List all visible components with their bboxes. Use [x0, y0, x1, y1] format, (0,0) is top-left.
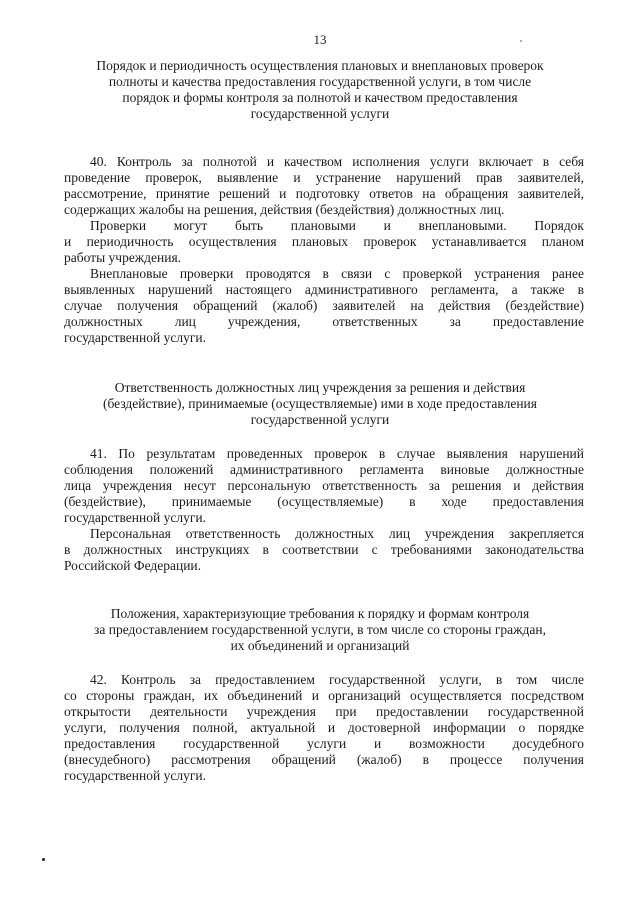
paragraph-line: и периодичность осуществления плановых проверок устанавливается планом — [64, 234, 584, 249]
paragraph-line: государственной услуги. — [64, 510, 206, 525]
section-heading-line: государственной услуги — [250, 412, 390, 427]
paragraph-line: предоставления государственной услуги и возможности досудебного — [64, 736, 584, 751]
section-heading-line: (бездействие), принимаемые (осуществляемые) ими в ходе предоставления — [102, 396, 537, 411]
section-heading-line: Порядок и периодичность осуществления плановых и внеплановых проверок — [96, 58, 544, 73]
scan-speck — [42, 858, 45, 861]
paragraph-line: Персональная ответственность должностных лиц учреждения закрепляется — [90, 526, 584, 541]
paragraph-line: лица учреждения несут персональную ответственность за решения и действия — [64, 478, 584, 493]
paragraph-line: в должностных инструкциях в соответствии с требованиями законодательства — [64, 542, 584, 557]
paragraph-line: Российской Федерации. — [64, 558, 202, 573]
paragraph-line: 41. По результатам проведенных проверок в случае выявления нарушений — [90, 446, 584, 461]
paragraph-line: 40. Контроль за полнотой и качеством исполнения услуги включает в себя — [90, 154, 584, 169]
section-heading-line: государственной услуги — [250, 106, 390, 121]
section-heading-line: полноты и качества предоставления государственной услуги, в том числе — [108, 74, 532, 89]
scan-speck — [520, 40, 522, 42]
paragraph-line: 42. Контроль за предоставлением государственной услуги, в том числе — [90, 672, 584, 687]
paragraph-line: содержащих жалобы на решения, действия (бездействия) должностных лиц. — [64, 202, 505, 217]
paragraph-line: соблюдения положений административного регламента виновые должностные — [64, 462, 584, 477]
paragraph-line: открытости деятельности учреждения при предоставлении государственной — [64, 704, 584, 719]
paragraph-line: проведение проверок, выявление и устранение нарушений прав заявителей, — [64, 170, 584, 185]
paragraph-line: государственной услуги. — [64, 330, 206, 345]
paragraph-line: Проверки могут быть плановыми и внеплановыми. Порядок — [90, 218, 584, 233]
paragraph-line: услуги, получения полной, актуальной и достоверной информации о порядке — [64, 720, 584, 735]
paragraph-line: Внеплановые проверки проводятся в связи с проверкой устранения ранее — [90, 266, 584, 281]
section-heading-line: Положения, характеризующие требования к порядку и формам контроля — [110, 606, 530, 621]
paragraph-line: рассмотрение, принятие решений и подготовку ответов на обращения заявителей, — [64, 186, 584, 201]
paragraph-line: должностных лиц учреждения, ответственных за предоставление — [64, 314, 584, 329]
paragraph-line: выявленных нарушений настоящего административного регламента, а также в — [64, 282, 584, 297]
section-heading-line: за предоставлением государственной услуги, в том числе со стороны граждан, — [94, 622, 546, 637]
paragraph-line: работы учреждения. — [64, 250, 182, 265]
section-heading-line: Ответственность должностных лиц учреждения за решения и действия — [114, 380, 526, 395]
paragraph-line: со стороны граждан, их объединений и организаций осуществляется посредством — [64, 688, 584, 703]
page-number: 13 — [313, 32, 327, 47]
paragraph-line: государственной услуги. — [64, 768, 206, 783]
paragraph-line: случае получения обращений (жалоб) заявителей на действия (бездействие) — [64, 298, 584, 313]
paragraph-line: (внесудебного) рассмотрения обращений (жалоб) в процессе получения — [64, 752, 584, 767]
section-heading-line: порядок и формы контроля за полнотой и качеством предоставления — [122, 90, 518, 105]
paragraph-line: (бездействие), принимаемые (осуществляемые) в ходе предоставления — [64, 494, 584, 509]
section-heading-line: их объединений и организаций — [230, 638, 410, 653]
